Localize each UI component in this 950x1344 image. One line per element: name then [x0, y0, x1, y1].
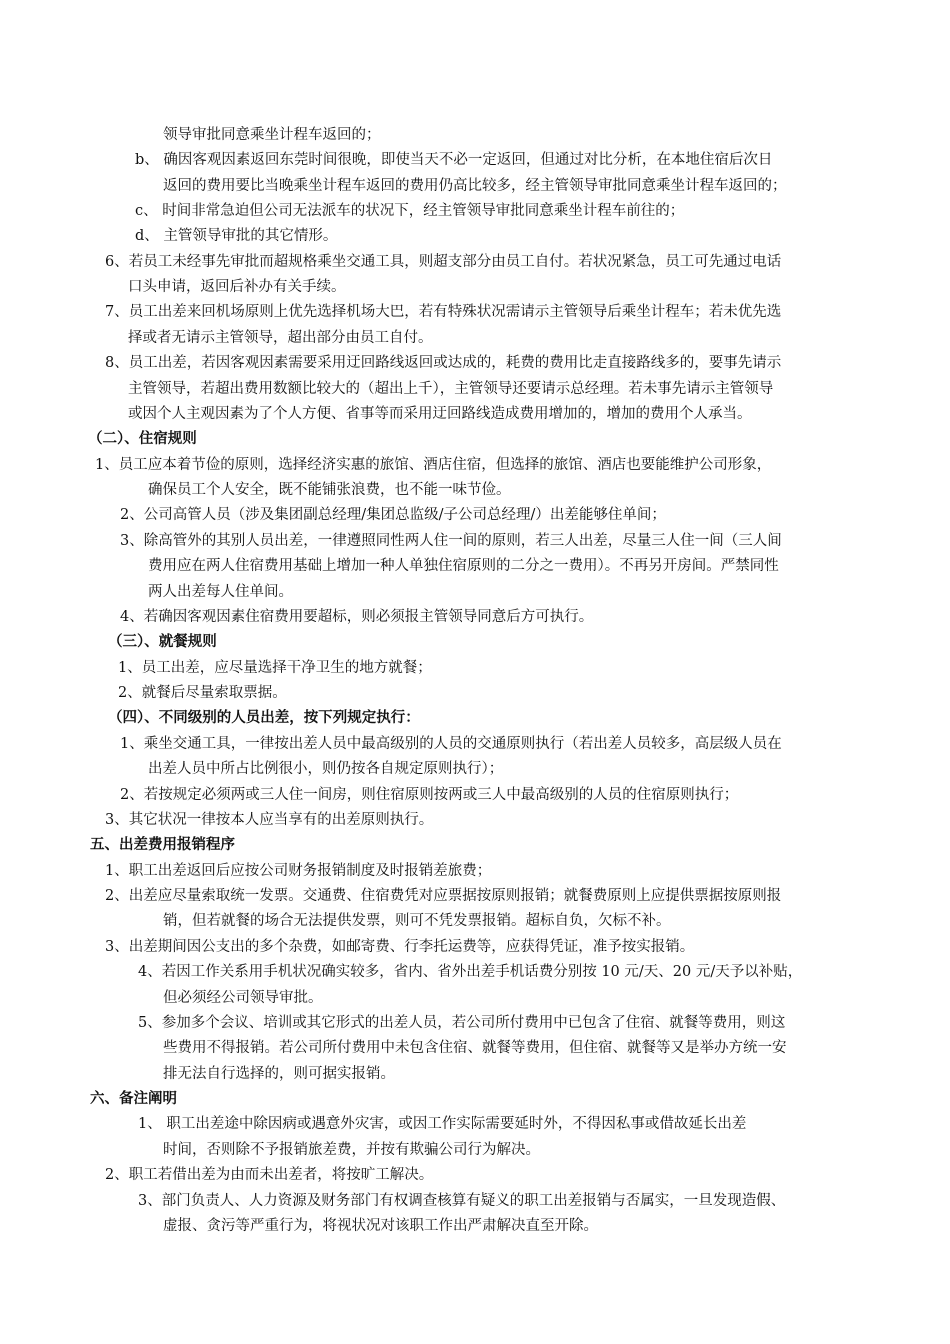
- list-item-c: c、 时间非常急迫但公司无法派车的状况下，经主管领导审批同意乘坐计程车前往的；: [135, 203, 685, 219]
- section-heading-lodging: （二）、住宿规则: [88, 431, 197, 447]
- list-item-8: 8、员工出差，若因客观因素需要采用迂回路线返回或达成的，耗费的费用比走直接路线多的，要事先请示: [105, 355, 782, 371]
- list-item-2: 2、出差应尽量索取统一发票。交通费、住宿费凭对应票据按原则报销；就餐费原则上应提供票据按原则报: [105, 888, 782, 904]
- text-line: 或因个人主观因素为了个人方便、省事等而采用迂回路线造成费用增加的，增加的费用个人承当。: [128, 406, 752, 422]
- list-item-1: 1、乘坐交通工具，一律按出差人员中最高级别的人员的交通原则执行（若出差人员较多，高层级人员在: [120, 736, 782, 752]
- list-item-2: 2、就餐后尽量索取票据。: [118, 685, 287, 701]
- text-line: 销，但若就餐的场合无法提供发票，则可不凭发票报销。超标自负，欠标不补。: [163, 913, 671, 929]
- text-line: 排无法自行选择的，则可据实报销。: [163, 1066, 395, 1082]
- list-item-2: 2、若按规定必须两或三人住一间房，则住宿原则按两或三人中最高级别的人员的住宿原则执行；: [120, 787, 739, 803]
- text-line: 择或者无请示主管领导，超出部分由员工自付。: [128, 330, 433, 346]
- text-line: 确保员工个人安全，既不能铺张浪费，也不能一味节俭。: [148, 482, 511, 498]
- list-item-4: 4、若因工作关系用手机状况确实较多，省内、省外出差手机话费分别按 10 元/天、20 元/天予以补贴，: [138, 964, 803, 980]
- list-item-2: 2、职工若借出差为由而未出差者，将按旷工解决。: [105, 1167, 434, 1183]
- list-item-3: 3、其它状况一律按本人应当享有的出差原则执行。: [105, 812, 434, 828]
- section-heading-dining: （三）、就餐规则: [108, 634, 217, 650]
- list-item-3: 3、除高管外的其别人员出差，一律遵照同性两人住一间的原则，若三人出差，尽量三人住一间（三人间: [120, 533, 782, 549]
- list-item-2: 2、公司高管人员（涉及集团副总经理/集团总监级/子公司总经理/）出差能够住单间；: [120, 507, 666, 523]
- text-line: 主管领导，若超出费用数额比较大的（超出上千），主管领导还要请示总经理。若未事先请示主管领导: [128, 381, 774, 397]
- text-line: 但必须经公司领导审批。: [163, 990, 323, 1006]
- text-line: 些费用不得报销。若公司所付费用中未包含住宿、就餐等费用，但住宿、就餐等又是举办方统一安: [163, 1040, 787, 1056]
- list-item-d: d、 主管领导审批的其它情形。: [135, 228, 338, 244]
- text-line: 费用应在两人住宿费用基础上增加一种人单独住宿原则的二分之一费用）。不再另开房间。严禁同性: [148, 558, 779, 574]
- text-line: 两人出差每人住单间。: [148, 584, 293, 600]
- list-item-b: b、 确因客观因素返回东莞时间很晚，即使当天不必一定返回，但通过对比分析，在本地住宿后次日: [135, 152, 773, 168]
- text-line: 时间，否则除不予报销旅差费，并按有欺骗公司行为解决。: [163, 1142, 540, 1158]
- list-item-1: 1、员工应本着节俭的原则，选择经济实惠的旅馆、酒店住宿，但选择的旅馆、酒店也要能维护公司形象，: [95, 457, 772, 473]
- text-line: 领导审批同意乘坐计程车返回的；: [163, 127, 381, 143]
- list-item-1: 1、职工出差返回后应按公司财务报销制度及时报销差旅费；: [105, 863, 492, 879]
- section-heading-reimbursement: 五、出差费用报销程序: [90, 837, 235, 853]
- text-line: 返回的费用要比当晚乘坐计程车返回的费用仍高比较多，经主管领导审批同意乘坐计程车返回的；: [163, 178, 787, 194]
- section-heading-notes: 六、备注阐明: [90, 1091, 177, 1107]
- list-item-1: 1、员工出差，应尽量选择干净卫生的地方就餐；: [118, 660, 432, 676]
- list-item-7: 7、员工出差来回机场原则上优先选择机场大巴，若有特殊状况需请示主管领导后乘坐计程车；若未优先选: [105, 304, 782, 320]
- list-item-4: 4、若确因客观因素住宿费用要超标，则必须报主管领导同意后方可执行。: [120, 609, 594, 625]
- list-item-3: 3、部门负责人、人力资源及财务部门有权调查核算有疑义的职工出差报销与否属实，一旦发现造假、: [138, 1193, 786, 1209]
- list-item-5: 5、参加多个会议、培训或其它形式的出差人员，若公司所付费用中已包含了住宿、就餐等费用，则这: [138, 1015, 786, 1031]
- section-heading-levels: （四）、不同级别的人员出差，按下列规定执行：: [108, 710, 420, 726]
- list-item-6: 6、若员工未经事先审批而超规格乘坐交通工具，则超支部分由员工自付。若状况紧急，员工可先通过电话: [105, 254, 782, 270]
- list-item-1: 1、 职工出差途中除因病或遇意外灾害，或因工作实际需要延时外，不得因私事或借故延长出差: [138, 1116, 747, 1132]
- list-item-3: 3、出差期间因公支出的多个杂费，如邮寄费、行李托运费等，应获得凭证，准予按实报销。: [105, 939, 695, 955]
- text-line: 出差人员中所占比例很小，则仍按各自规定原则执行）；: [148, 761, 504, 777]
- text-line: 虚报、贪污等严重行为，将视状况对该职工作出严肃解决直至开除。: [163, 1218, 598, 1234]
- text-line: 口头申请，返回后补办有关手续。: [128, 279, 346, 295]
